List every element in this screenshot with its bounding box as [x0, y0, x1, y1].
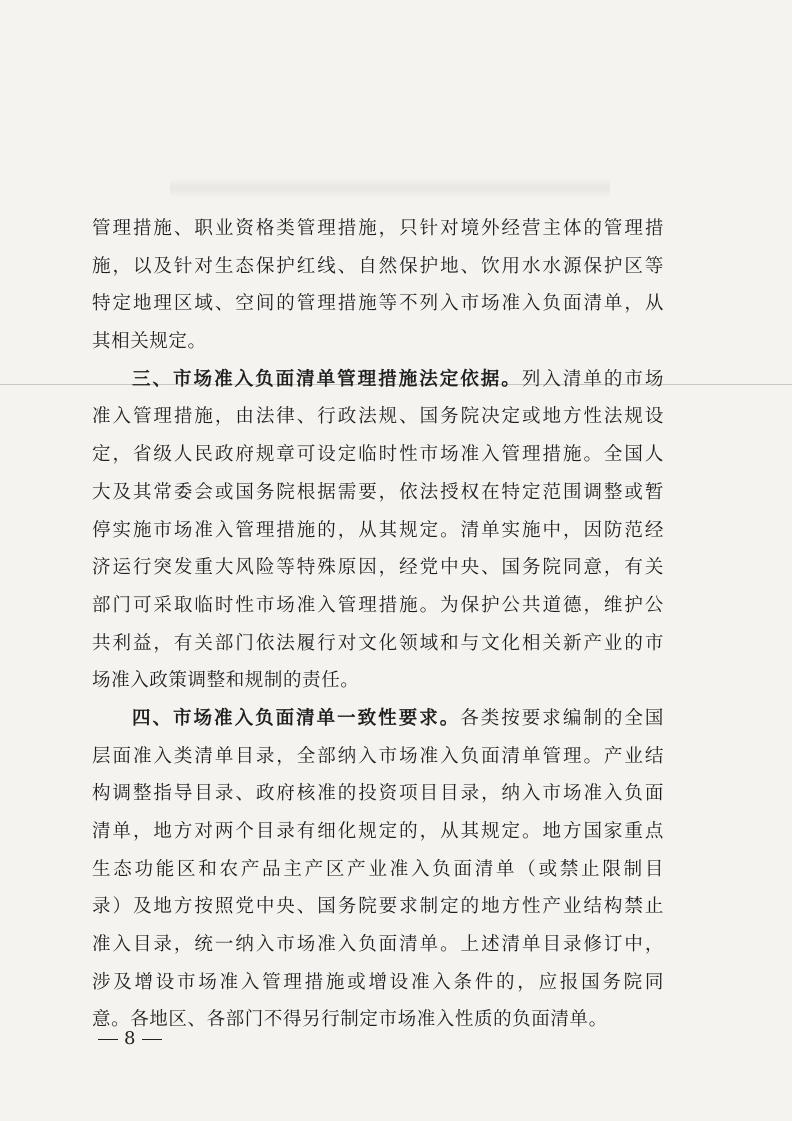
body-text	[92, 210, 664, 1039]
text-line: 生态功能区和农产品主产区产业准入负面清单（或禁止限制目	[92, 858, 664, 880]
text-line: 录）及地方按照党中央、国务院要求制定的地方性产业结构禁止	[92, 896, 664, 918]
page-number-dash-left	[98, 1039, 118, 1040]
page-number	[92, 1028, 168, 1049]
text-line: 场准入政策调整和规制的责任。	[92, 670, 360, 692]
text-line: 意。各地区、各部门不得另行制定市场准入性质的负面清单。	[92, 1009, 608, 1031]
text-line: 清单，地方对两个目录有细化规定的，从其规定。地方国家重点	[92, 821, 664, 842]
text-line: 济运行突发重大风险等特殊原因，经党中央、国务院同意，有关	[92, 557, 664, 579]
text-line: 构调整指导目录、政府核准的投资项目目录，纳入市场准入负面	[92, 783, 664, 805]
text-line: 定，省级人民政府规章可设定临时性市场准入管理措施。全国人	[92, 444, 664, 466]
text-line: 大及其常委会或国务院根据需要，依法授权在特定范围调整或暂	[92, 481, 664, 503]
text-line: 涉及增设市场准入管理措施或增设准入条件的，应报国务院同	[92, 971, 664, 993]
page-number-value: 8	[124, 1028, 137, 1049]
text-line: 特定地理区域、空间的管理措施等不列入市场准入负面清单，从	[92, 293, 664, 315]
text-line: 准入管理措施，由法律、行政法规、国务院决定或地方性法规设	[92, 406, 664, 428]
scan-bleed-through	[170, 178, 610, 198]
section-three-heading: 三、市场准入负面清单管理措施法定依据。	[132, 368, 522, 390]
text-line: 停实施市场准入管理措施的，从其规定。清单实施中，因防范经	[92, 519, 664, 541]
text-line: 共利益，有关部门依法履行对文化领域和与文化相关新产业的市	[92, 632, 664, 654]
section-four-heading-line: 四、市场准入负面清单一致性要求。各类按要求编制的全国	[132, 707, 664, 729]
text-line: 准入目录，统一纳入市场准入负面清单。上述清单目录修订中，	[92, 934, 664, 956]
page-number-dash-right	[142, 1039, 162, 1040]
text-line: 层面准入类清单目录，全部纳入市场准入负面清单管理。产业结	[92, 745, 664, 767]
section-three-heading-line: 三、市场准入负面清单管理措施法定依据。列入清单的市场	[132, 368, 664, 390]
text-line: 其相关规定。	[92, 331, 207, 353]
section-four-heading: 四、市场准入负面清单一致性要求。	[132, 707, 461, 729]
text-line: 施，以及针对生态保护红线、自然保护地、饮用水水源保护区等	[92, 255, 664, 277]
text-line: 部门可采取临时性市场准入管理措施。为保护公共道德，维护公	[92, 594, 664, 616]
text-line: 管理措施、职业资格类管理措施，只针对境外经营主体的管理措	[92, 218, 664, 239]
